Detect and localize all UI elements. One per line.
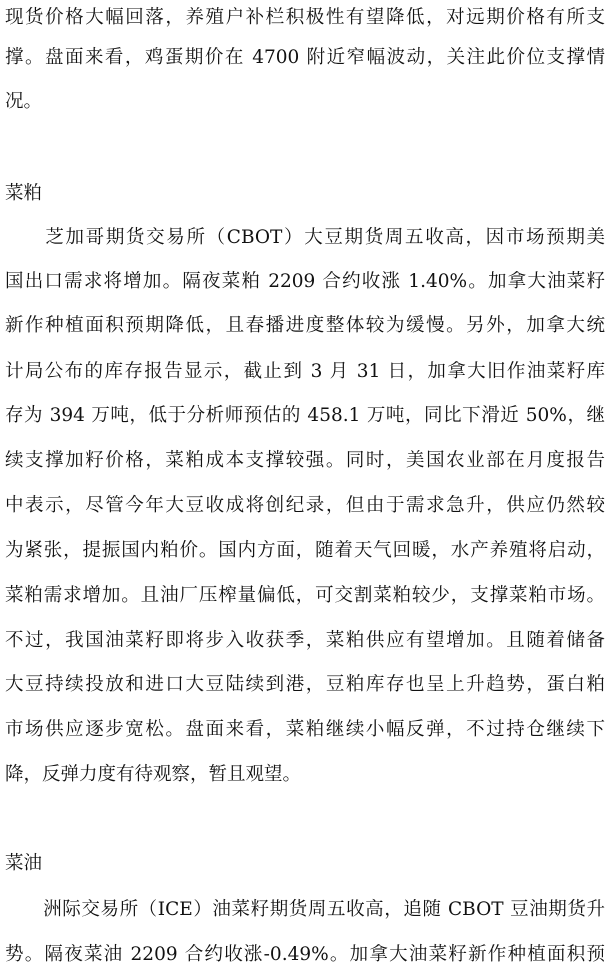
meal-line-5: 存为 394 万吨，低于分析师预估的 458.1 万吨，同比下滑近 50%，继 [5,405,605,426]
section-title-rapeseed-oil: 菜油 [5,853,43,874]
section-title-rapeseed-meal: 菜粕 [5,183,43,204]
meal-line-13: 降，反弹力度有待观察，暂且观望。 [5,764,302,785]
meal-line-8: 为紧张，提振国内粕价。国内方面，随着天气回暖，水产养殖将启动， [5,540,605,561]
meal-line-1: 芝加哥期货交易所（CBOT）大豆期货周五收高，因市场预期美 [5,227,605,248]
meal-line-7: 中表示，尽管今年大豆收成将创纪录，但由于需求急升，供应仍然较 [5,495,605,516]
meal-line-9: 菜粕需求增加。且油厂压榨量偏低，可交割菜粕较少，支撑菜粕市场。 [5,585,605,606]
meal-line-10: 不过，我国油菜籽即将步入收获季，菜粕供应有望增加。且随着储备 [5,630,605,651]
meal-line-12: 市场供应逐步宽松。盘面来看，菜粕继续小幅反弹，不过持仓继续下 [5,719,605,740]
meal-line-4: 计局公布的库存报告显示，截止到 3 月 31 日，加拿大旧作油菜籽库 [5,361,605,382]
meal-line-3: 新作种植面积预期降低，且春播进度整体较为缓慢。另外，加拿大统 [5,315,605,336]
intro-line-1: 现货价格大幅回落，养殖户补栏积极性有望降低，对远期价格有所支 [5,7,605,28]
oil-line-2: 势。隔夜菜油 2209 合约收涨-0.49%。加拿大油菜籽新作种植面积预 [5,944,605,965]
meal-line-2: 国出口需求将增加。隔夜菜粕 2209 合约收涨 1.40%。加拿大油菜籽 [5,271,605,292]
intro-line-3: 况。 [5,91,43,112]
meal-line-11: 大豆持续投放和进口大豆陆续到港，豆粕库存也呈上升趋势，蛋白粕 [5,674,605,695]
oil-line-1: 洲际交易所（ICE）油菜籽期货周五收高，追随 CBOT 豆油期货升 [5,899,605,920]
intro-line-2: 撑。盘面来看，鸡蛋期价在 4700 附近窄幅波动，关注此价位支撑情 [5,47,605,68]
meal-line-6: 续支撑加籽价格，菜粕成本支撑较强。同时，美国农业部在月度报告 [5,450,605,471]
